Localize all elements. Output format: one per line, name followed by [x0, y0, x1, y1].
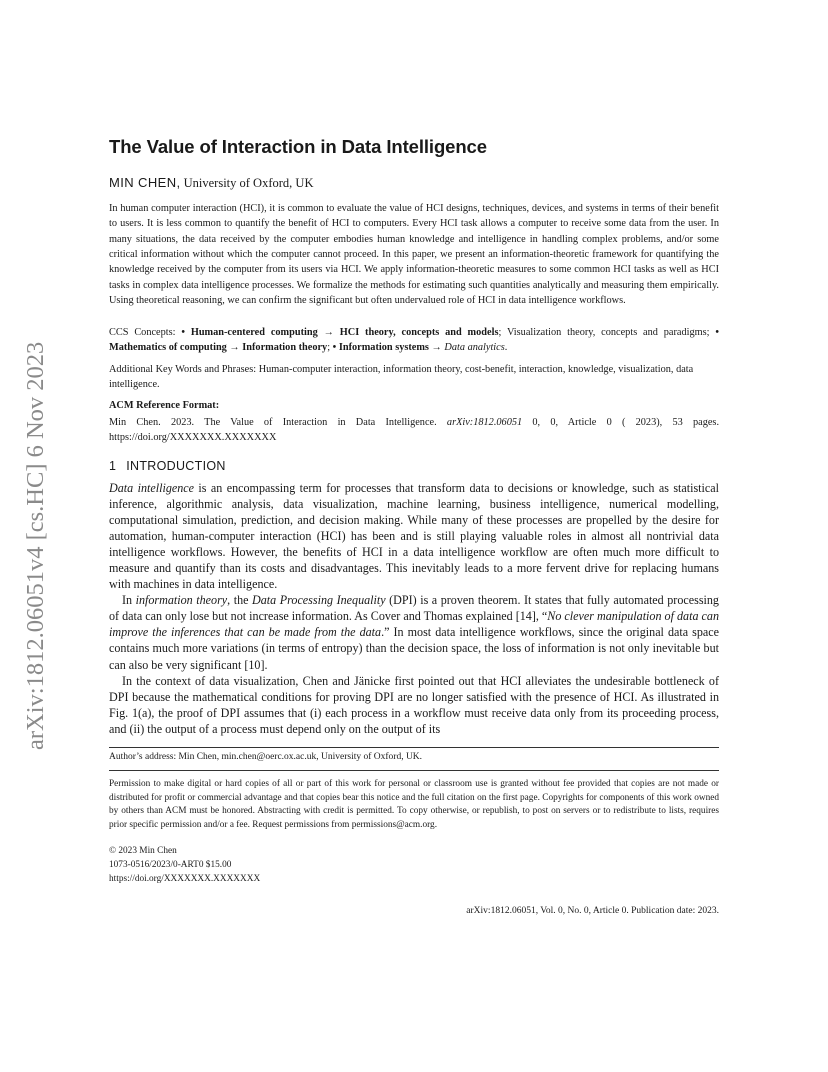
publication-info: arXiv:1812.06051, Vol. 0, No. 0, Article 0. Publication date: 2023. [466, 906, 719, 916]
intro-paragraph-1-text: is an encompassing term for processes that transform data to decisions or knowledge, such as statistical inference, algorithmic analysis, data visualization, machine learning, business intelligence, numerical modelling, computational simulation, prediction, and decision making. While many of these processes are propelled by the desire for automation, human-computer interaction (HCI) has been and is still playing valuable roles in almost all nontrivial data intelligence workflows. However, the benefits of HCI in a data intelligence workflow are often much more difficult to measure and quantify than its costs and disadvantages. This inevitably leads to a more fervent drive for replacing humans with machines in data intelligence. [109, 481, 719, 592]
introduction-body [109, 480, 719, 737]
section-title: INTRODUCTION [126, 459, 226, 473]
section-heading [109, 459, 226, 473]
ccs-concept-3: • Information systems → [332, 342, 442, 354]
issn-line: 1073-0516/2023/0-ART0 $15.00 [109, 860, 232, 870]
ccs-concept-1-rest: ; Visualization theory, concepts and paradigms; [498, 327, 710, 338]
ccs-concept-2-rest: ; [327, 342, 331, 354]
abstract: In human computer interaction (HCI), it is common to evaluate the value of HCI designs, techniques, devices, and systems in terms of their benefit to users. It is less common to quantify the benefit of HCI to computers. Every HCI task allows a computer to receive some data from the user. In many situations, the data received by the computer embodies human knowledge and intelligence in handling complex problems, and/or some critical information without which the computer cannot proceed. In this paper, we present an information-theoretic framework for quantifying the knowledge received by the computer from its users via HCI. We apply information-theoretic measures to some common HCI tasks as well as HCI tasks in complex data intelligence processes. We formalize the methods for estimating such quantities analytically and measuring them empirically. Using theoretical reasoning, we can confirm the significant but often undervalued role of HCI in data intelligence workflows. [109, 203, 719, 307]
author-address-footnote: Author’s address: Min Chen, min.chen@oerc.ox.ac.uk, University of Oxford, UK. [109, 752, 423, 762]
ccs-concept-2: • Mathematics of computing → Information theory [109, 327, 719, 354]
acm-reference [109, 415, 719, 446]
ccs-label: CCS Concepts: [109, 327, 176, 338]
ccs-concepts [109, 325, 719, 356]
intro-p2-d: .” In most data intelligence workflows, since the original data space contains much more variations (in terms of entropy) than the decision space, the loss of information is not only inevitable but can also be very significant [10]. [109, 625, 719, 672]
intro-paragraph-3: In the context of data visualization, Chen and Jänicke first pointed out that HCI alleviates the undesirable bottleneck of DPI because the mathematical conditions for proving DPI are no longer satisfied with the presence of HCI. As illustrated in Fig. 1(a), the proof of DPI assumes that (i) each process in a workflow must receive data only from its proceeding process, and (ii) the output of a process must depend only on the output of its [109, 673, 719, 736]
intro-paragraph-2 [109, 592, 719, 672]
intro-term-dpi: Data Processing Inequality [252, 593, 386, 608]
keywords: Additional Key Words and Phrases: Human-computer interaction, information theory, cost-benefit, interaction, knowledge, visualization, data intelligence. [109, 364, 694, 391]
acm-reference-doi: 0, 0, Article 0 ( 2023), 53 pages. https://doi.org/XXXXXXX.XXXXXXX [109, 417, 720, 444]
permission-notice: Permission to make digital or hard copies of all or part of this work for personal or classroom use is granted without fee provided that copies are not made or distributed for profit or commercial advantage and that copies bear this notice and the full citation on the first page. Copyrights for components of this work owned by others than ACM must be honored. Abstracting with credit is permitted. To copy otherwise, or republish, to post on servers or to redistribute to lists, requires prior specific permission and/or a fee. Request permissions from permissions@acm.org. [109, 779, 719, 830]
intro-paragraph-1 [109, 480, 719, 592]
paper-title: The Value of Interaction in Data Intelligence [109, 136, 487, 157]
acm-reference-text: Min Chen. 2023. The Value of Interaction in Data Intelligence. [109, 417, 437, 428]
intro-p2-c: (DPI) is a proven theorem. It states that fully automated processing of data can only lose but not increase information. As Cover and Thomas explained [14], “ [109, 593, 719, 624]
acm-reference-heading: ACM Reference Format: [109, 400, 220, 411]
author-affiliation: University of Oxford, UK [183, 176, 314, 190]
author-name: MIN CHEN, [109, 175, 181, 190]
footnote-divider [109, 747, 719, 748]
author-line [109, 175, 313, 191]
ccs-concept-1: • Human-centered computing → HCI theory, concepts and models [181, 327, 499, 338]
intro-term-data-intelligence: Data intelligence [109, 481, 195, 495]
ccs-concept-3-leaf: Data analytics [444, 342, 505, 354]
section-number: 1 [109, 459, 117, 473]
copyright-line: © 2023 Min Chen [109, 846, 177, 856]
acm-reference-venue: arXiv:1812.06051 [446, 417, 523, 428]
intro-p2-a: In [122, 593, 136, 608]
arxiv-stamp: arXiv:1812.06051v4 [cs.HC] 6 Nov 2023 [22, 341, 49, 750]
permission-divider [109, 770, 719, 771]
ccs-concept-3-rest: . [504, 342, 508, 354]
intro-p2-b: , the [227, 593, 253, 608]
intro-quote: No clever manipulation of data can improve the inferences that can be made from the data [109, 609, 719, 640]
doi-line: https://doi.org/XXXXXXX.XXXXXXX [109, 874, 261, 884]
intro-term-information-theory: information theory [135, 593, 228, 608]
